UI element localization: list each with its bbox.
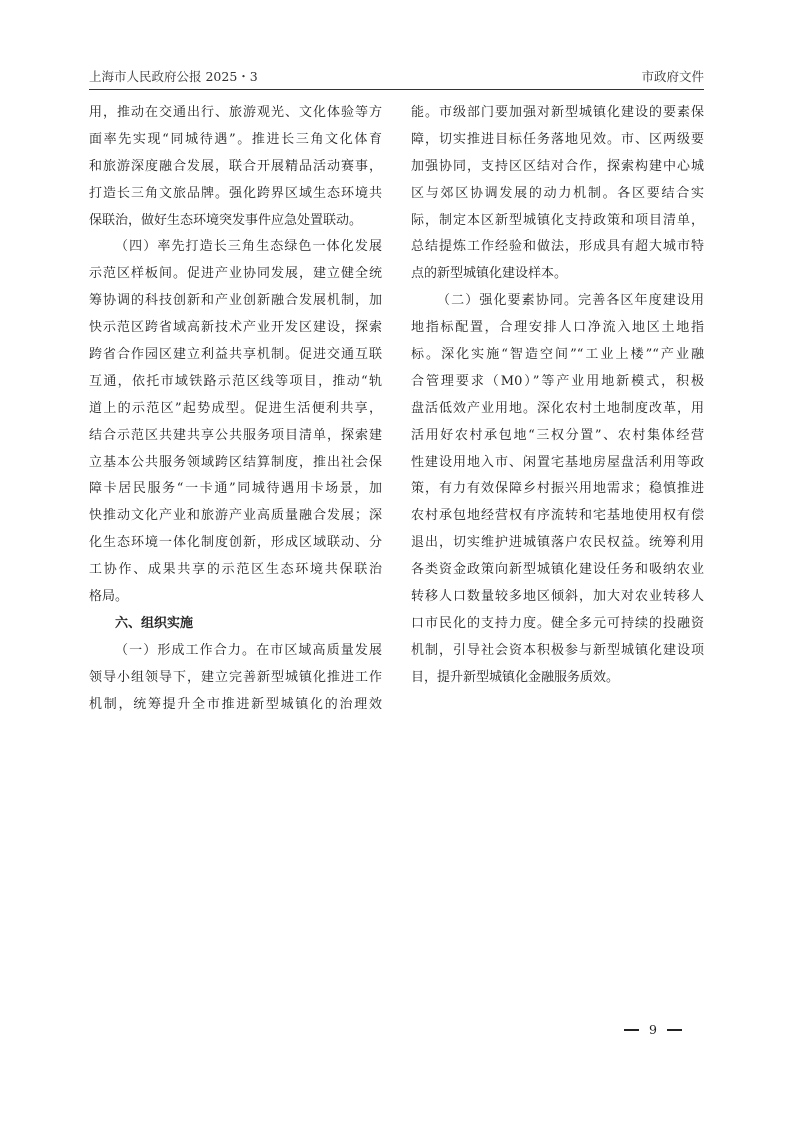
- text-line: 农村承包地经营权有序流转和宅基地使用权有偿: [411, 508, 704, 524]
- text-line: 活用好农村承包地“三权分置”、农村集体经营: [411, 427, 704, 443]
- text-line: 筹协调的科技创新和产业创新融合发展机制，加: [89, 293, 382, 309]
- text-line: 退出，切实维护进城镇落户农民权益。统筹利用: [411, 535, 704, 551]
- text-line: 跨省合作园区建立利益共享机制。促进交通互联: [89, 347, 382, 363]
- right-text-column: [411, 100, 704, 692]
- text-line: 加强协同，支持区区结对合作，探索构建中心城: [411, 158, 704, 174]
- publication-title: 上海市人民政府公报 2025・3: [89, 69, 258, 84]
- text-line: 障，切实推进目标任务落地见效。市、区两级要: [411, 131, 704, 147]
- subsection-heading-line: （二）强化要素协同。完善各区年度建设用: [437, 293, 704, 309]
- text-line: 结合示范区共建共享公共服务项目清单，探索建: [89, 427, 382, 443]
- text-line: 快推动文化产业和旅游产业高质量融合发展；深: [89, 508, 382, 524]
- text-line: 打造长三角文旅品牌。强化跨界区域生态环境共: [89, 185, 382, 201]
- page-number-value: 9: [649, 1022, 657, 1037]
- text-line: 转移人口数量较多地区倾斜，加大对农业转移人: [411, 589, 704, 605]
- text-line: 格局。: [89, 589, 129, 605]
- left-dash: [624, 1029, 639, 1031]
- text-line: 际，制定本区新型城镇化支持政策和项目清单，: [411, 212, 704, 228]
- text-line: 障卡居民服务“一卡通”同城待遇用卡场景，加: [89, 481, 382, 497]
- text-line: 区与郊区协调发展的动力机制。各区要结合实: [411, 185, 704, 201]
- text-line: 和旅游深度融合发展，联合开展精品活动赛事，: [89, 158, 382, 174]
- text-line: 总结提炼工作经验和做法，形成具有超大城市特: [411, 239, 704, 255]
- page-number: [624, 1022, 682, 1037]
- text-line: 立基本公共服务领域跨区结算制度，推出社会保: [89, 454, 382, 470]
- text-line: 工协作、成果共享的示范区生态环境共保联治: [89, 562, 382, 578]
- page-header: [89, 65, 704, 87]
- right-dash: [667, 1029, 682, 1031]
- text-line: 机制，统筹提升全市推进新型城镇化的治理效: [89, 696, 382, 712]
- text-line: 机制，引导社会资本积极参与新型城镇化建设项: [411, 642, 704, 658]
- text-line: 口市民化的支持力度。健全多元可持续的投融资: [411, 615, 704, 631]
- text-line: 策，有力有效保障乡村振兴用地需求；稳慎推进: [411, 481, 704, 497]
- text-line: 能。市级部门要加强对新型城镇化建设的要素保: [411, 105, 704, 120]
- text-line: 互通，依托市域铁路示范区线等项目，推动“轨: [89, 373, 382, 389]
- section-label: 市政府文件: [641, 69, 704, 84]
- text-line: 用，推动在交通出行、旅游观光、文化体验等方: [89, 105, 382, 120]
- text-line: 各类资金政策向新型城镇化建设任务和吸纳农业: [411, 562, 704, 578]
- text-line: 示范区样板间。促进产业协同发展，建立健全统: [89, 266, 382, 282]
- text-line: 快示范区跨省域高新技术产业开发区建设，探索: [89, 320, 382, 336]
- section-heading: 六、组织实施: [115, 615, 194, 631]
- text-line: 目，提升新型城镇化金融服务质效。: [411, 669, 620, 685]
- subsection-heading-line: （一）形成工作合力。在市区域高质量发展: [115, 642, 382, 658]
- text-line: 盘活低效产业用地。深化农村土地制度改革，用: [411, 400, 704, 416]
- text-line: 性建设用地入市、闲置宅基地房屋盘活利用等政: [411, 454, 704, 470]
- text-line: 领导小组领导下，建立完善新型城镇化推进工作: [89, 669, 382, 685]
- header-divider: [89, 89, 704, 90]
- text-line: 点的新型城镇化建设样本。: [411, 266, 568, 282]
- text-line: 面率先实现“同城待遇”。推进长三角文化体育: [89, 131, 382, 147]
- text-line: 标。深化实施“智造空间”“工业上楼”“产业融: [411, 347, 704, 363]
- text-line: 化生态环境一体化制度创新，形成区域联动、分: [89, 535, 382, 551]
- text-line: 地指标配置，合理安排人口净流入地区土地指: [411, 320, 704, 336]
- subsection-heading-line: （四）率先打造长三角生态绿色一体化发展: [115, 239, 382, 255]
- left-text-column: [89, 100, 382, 718]
- text-line: 保联治，做好生态环境突发事件应急处置联动。: [89, 212, 363, 228]
- text-line: 合管理要求（M0）”等产业用地新模式，积极: [411, 373, 704, 389]
- text-line: 道上的示范区”起势成型。促进生活便利共享，: [89, 400, 382, 416]
